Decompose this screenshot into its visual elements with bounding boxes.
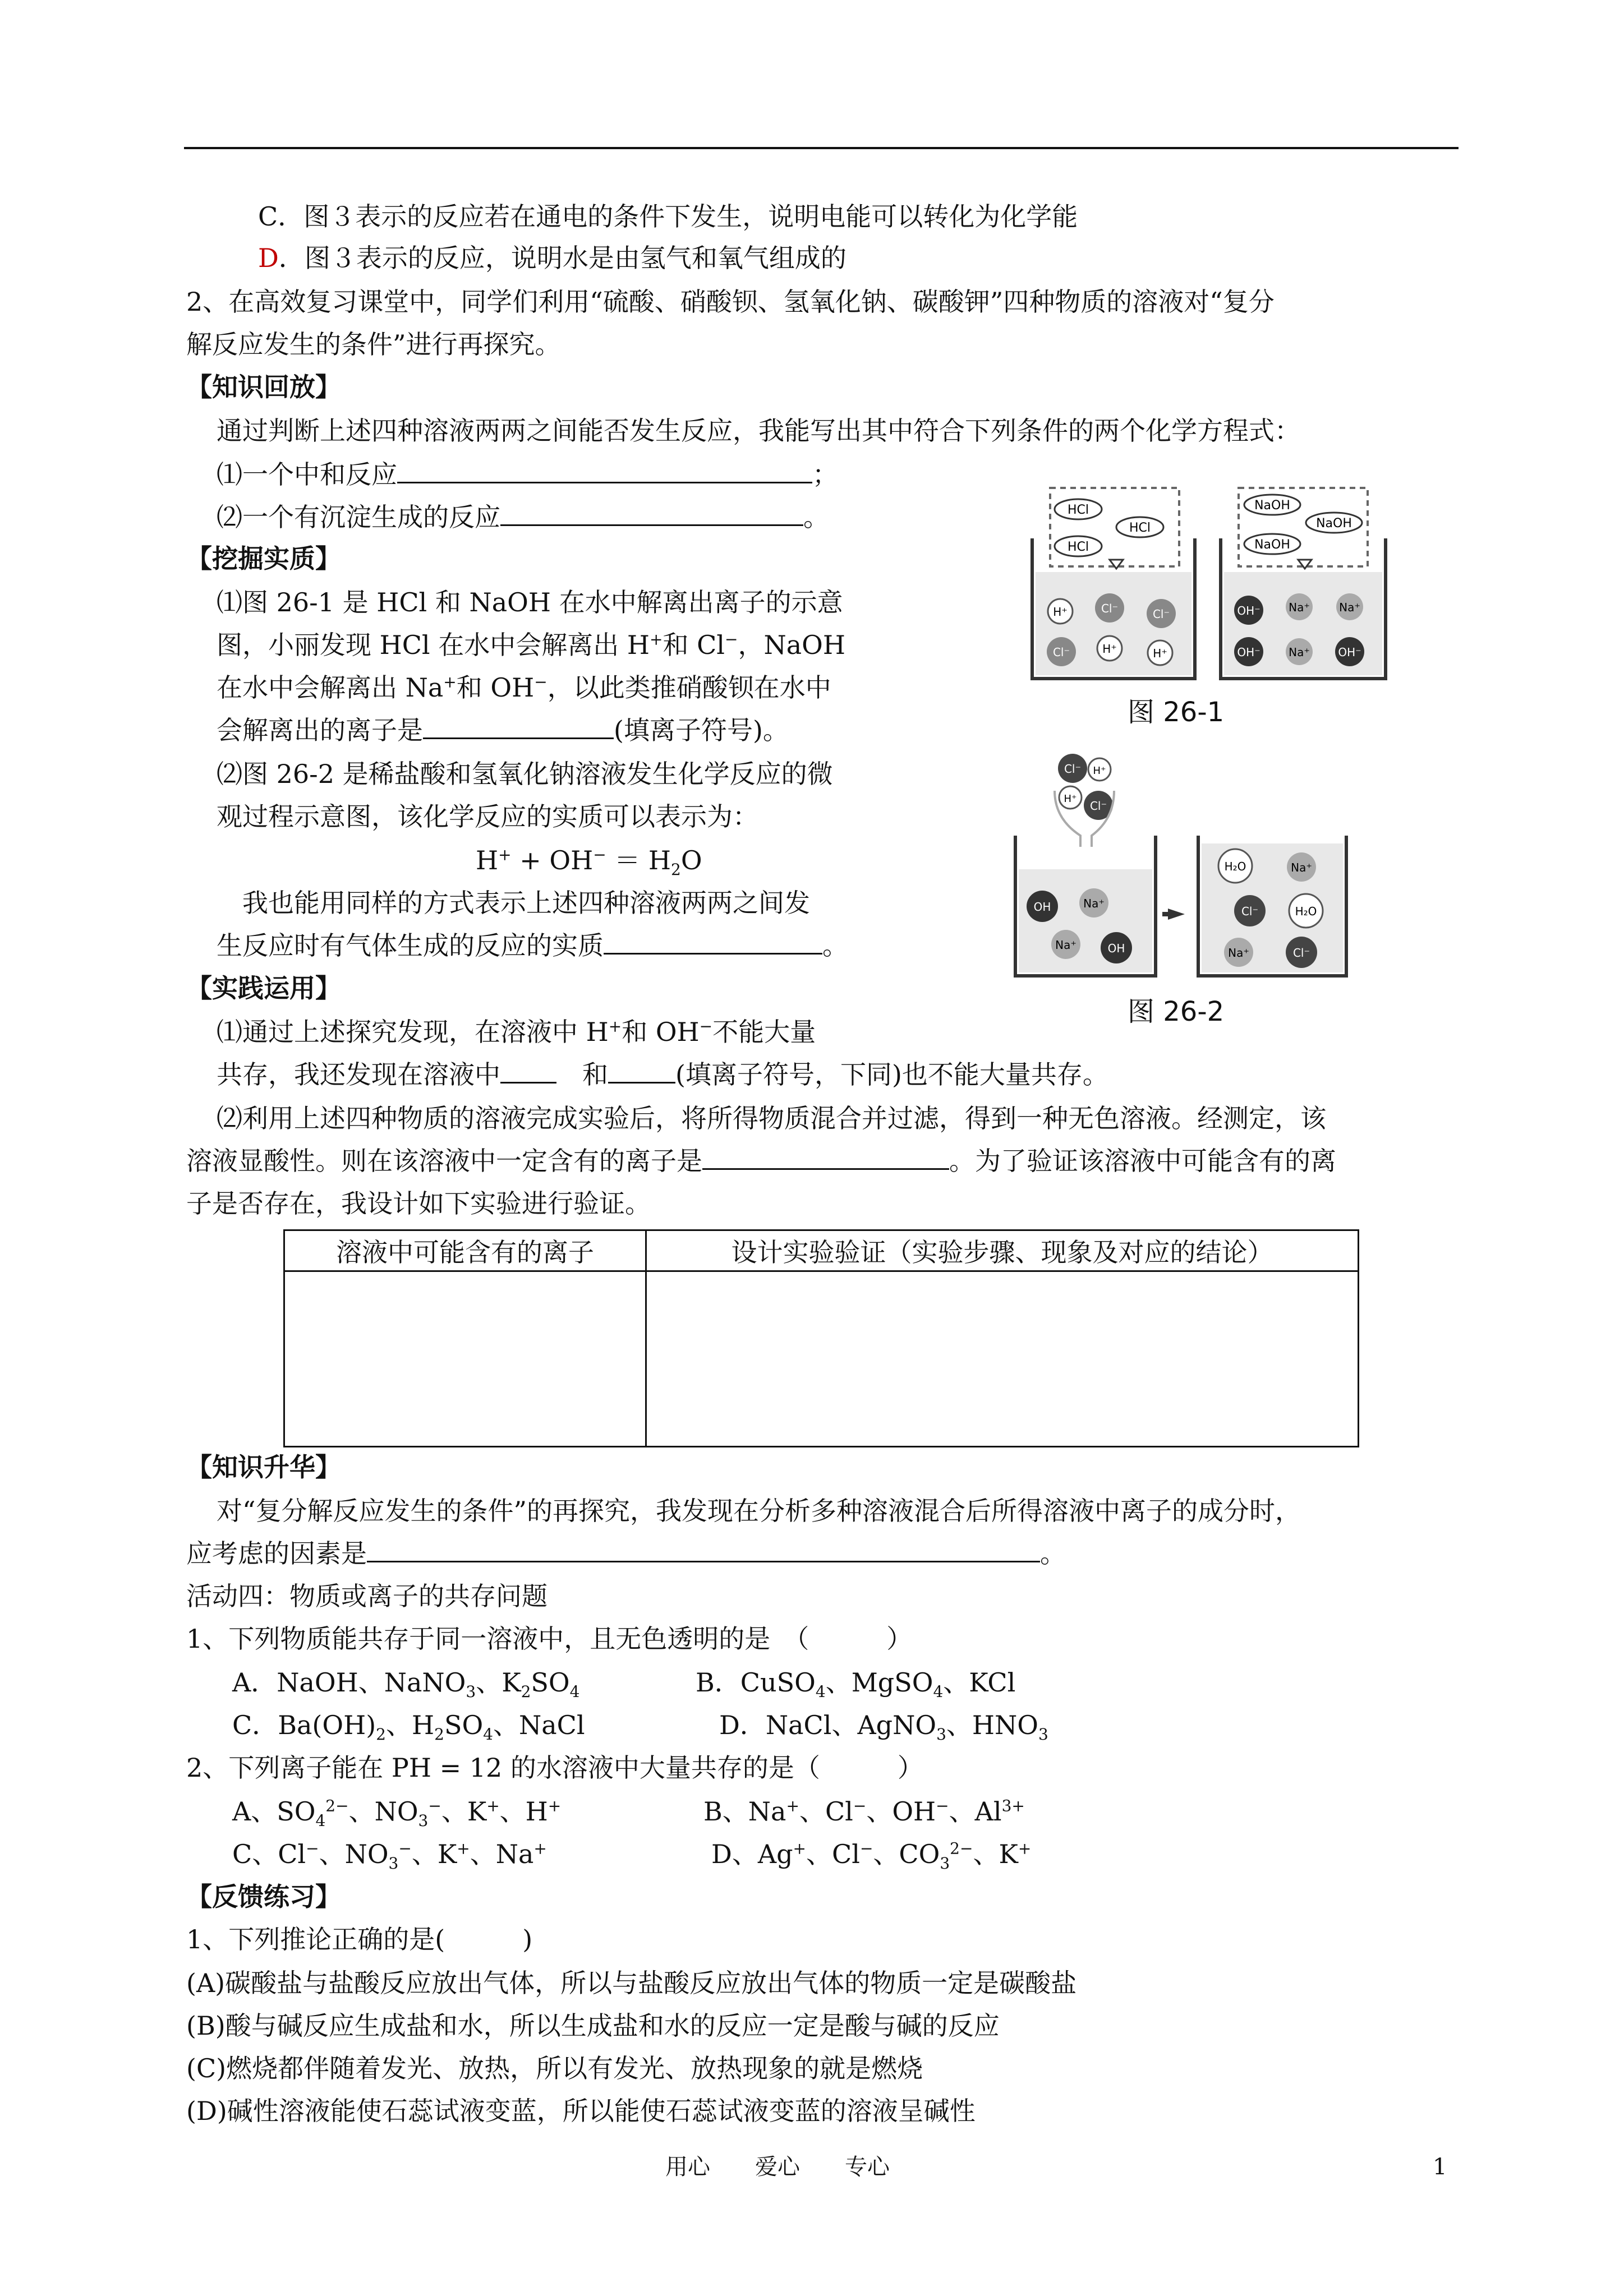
ion-cl: Cl⁻ bbox=[1101, 602, 1119, 615]
q1c-2: 、H bbox=[385, 1710, 435, 1740]
hcl-label: HCl bbox=[1129, 521, 1151, 535]
practice-2-a: 共存，我还发现在溶液中 bbox=[217, 1059, 500, 1090]
review-text: 通过判断上述四种溶液两两之间能否发生反应，我能写出其中符合下列条件的两个化学方程式： bbox=[217, 416, 1300, 446]
dig-line-9-a: 生反应时有气体生成的反应的实质 bbox=[217, 930, 604, 961]
activity-q1-option-b bbox=[696, 1666, 1016, 1702]
review-item-1-label: ⑴一个中和反应 bbox=[217, 459, 397, 490]
answer-blank-ion-1[interactable] bbox=[500, 1059, 556, 1084]
ion-na: Na⁺ bbox=[1339, 601, 1360, 614]
dig-line-6: 观过程示意图，该化学反应的实质可以表示为： bbox=[217, 801, 758, 832]
page-number: 1 bbox=[1433, 2154, 1447, 2180]
dig-line-4-b: (填离子符号)。 bbox=[614, 715, 789, 745]
activity-q2-option-d bbox=[711, 1837, 1031, 1871]
review-item-1-end: ； bbox=[812, 459, 838, 490]
ion-cl: Cl⁻ bbox=[1241, 905, 1259, 918]
sub-three: 3 bbox=[936, 1725, 946, 1744]
heading-feedback: 【反馈练习】 bbox=[186, 1882, 341, 1912]
dig-line-9-b: 。 bbox=[822, 930, 848, 961]
option-d-text: ．图３表示的反应，说明水是由氢气和氧气组成的 bbox=[278, 243, 846, 273]
option-c: C．图３表示的反应若在通电的条件下发生，说明电能可以转化为化学能 bbox=[258, 201, 1078, 232]
eq-o: O bbox=[680, 845, 702, 875]
activity-q2-option-c bbox=[232, 1837, 547, 1871]
q2b-2: 、Cl bbox=[799, 1796, 853, 1827]
question-2-line1: 2、在高效复习课堂中，同学们利用“硫酸、硝酸钡、氢氧化钠、碳酸钾”四种物质的溶液对“复分 bbox=[186, 287, 1275, 317]
sub-two: 2 bbox=[521, 1682, 531, 1702]
answer-blank-factors[interactable] bbox=[367, 1538, 1040, 1562]
review-item-2-label: ⑵一个有沉淀生成的反应 bbox=[217, 502, 500, 532]
q2d-4: 、K bbox=[973, 1839, 1018, 1869]
sub-four: 4 bbox=[315, 1811, 326, 1831]
dig-line-3 bbox=[217, 671, 831, 704]
sup-plus: + bbox=[1018, 1839, 1032, 1858]
ion-oh: OH⁻ bbox=[1237, 604, 1260, 617]
answer-blank-barium-nitrate-ions[interactable] bbox=[423, 715, 614, 739]
q2b-3: 、OH bbox=[866, 1796, 936, 1827]
sup-minus: − bbox=[725, 630, 738, 649]
footer-motto: 用心 爱心 专心 bbox=[665, 2154, 890, 2180]
q2d-1: D、Ag bbox=[711, 1839, 793, 1869]
sup-minus: − bbox=[859, 1839, 873, 1858]
sup-plus: + bbox=[533, 1839, 547, 1858]
practice-line-1 bbox=[217, 1015, 816, 1049]
activity-q2-option-b bbox=[703, 1795, 1025, 1828]
figure-26-1-caption: 图 26-1 bbox=[1128, 697, 1225, 728]
sup-minus: − bbox=[853, 1796, 867, 1815]
option-d bbox=[258, 241, 846, 275]
table-header-design: 设计实验验证（实验步骤、现象及对应的结论） bbox=[646, 1230, 1359, 1271]
naoh-label: NaOH bbox=[1316, 517, 1352, 531]
q1b-2: 、MgSO bbox=[825, 1667, 933, 1698]
sup-plus: + bbox=[650, 630, 663, 649]
sup-minus: − bbox=[534, 672, 548, 691]
activity-q1-option-a bbox=[232, 1666, 580, 1702]
table-header-ions: 溶液中可能含有的离子 bbox=[284, 1230, 646, 1271]
sup-plus: + bbox=[457, 1839, 470, 1858]
q1c-3: SO bbox=[444, 1710, 484, 1740]
dig-line-2-b: 和 Cl bbox=[663, 630, 725, 660]
figure-26-2 bbox=[1010, 751, 1358, 987]
sup-two-minus: 2− bbox=[950, 1839, 973, 1858]
ion-oh: OH⁻ bbox=[1338, 646, 1361, 659]
dig-line-3-c: ，以此类推硝酸钡在水中 bbox=[547, 672, 831, 703]
ion-na: Na⁺ bbox=[1228, 946, 1249, 960]
sub-three: 3 bbox=[1038, 1725, 1048, 1744]
dig-line-3-b: 和 OH bbox=[456, 672, 535, 703]
activity-q1: 1、下列物质能共存于同一溶液中，且无色透明的是 （ ） bbox=[186, 1624, 913, 1654]
q2a-2: 、NO bbox=[348, 1796, 418, 1827]
sup-minus: − bbox=[398, 1839, 412, 1858]
q1a-1: A．NaOH、NaNO bbox=[232, 1667, 466, 1698]
practice-line-5: 子是否存在，我设计如下实验进行验证。 bbox=[186, 1188, 651, 1219]
practice-line-4 bbox=[186, 1144, 1336, 1178]
q1d-1: D．NaCl、AgNO bbox=[719, 1710, 937, 1740]
ion-h: H⁺ bbox=[1053, 605, 1068, 619]
sup-minus: − bbox=[699, 1017, 713, 1036]
activity-q1-option-c bbox=[232, 1708, 585, 1742]
hcl-label: HCl bbox=[1067, 540, 1089, 554]
ion-h: H⁺ bbox=[1102, 642, 1117, 656]
dig-line-9 bbox=[217, 929, 848, 962]
sup-three-plus: 3+ bbox=[1001, 1796, 1025, 1815]
practice-4-a: 溶液显酸性。则在该溶液中一定含有的离子是 bbox=[186, 1146, 702, 1176]
sub-two: 2 bbox=[376, 1725, 386, 1744]
ion-cl: Cl⁻ bbox=[1152, 607, 1170, 621]
upgrade-2-a: 应考虑的因素是 bbox=[186, 1538, 367, 1569]
upgrade-line-1: 对“复分解反应发生的条件”的再探究，我发现在分析多种溶液混合后所得溶液中离子的成分时， bbox=[217, 1496, 1301, 1526]
q2d-2: 、Cl bbox=[806, 1839, 860, 1869]
activity-q2-option-a bbox=[232, 1795, 562, 1831]
q1b-3: 、KCl bbox=[943, 1667, 1016, 1698]
dig-line-1: ⑴图 26-1 是 HCl 和 NaOH 在水中解离出离子的示意 bbox=[217, 587, 843, 617]
sup-two-minus: 2− bbox=[325, 1796, 349, 1815]
dig-line-4 bbox=[217, 713, 789, 747]
ion-h: H⁺ bbox=[1093, 765, 1106, 777]
feedback-option-d: (D)碱性溶液能使石蕊试液变蓝，所以能使石蕊试液变蓝的溶液呈碱性 bbox=[186, 2096, 976, 2126]
feedback-option-c: (C)燃烧都伴随着发光、放热，所以有发光、放热现象的就是燃烧 bbox=[186, 2053, 923, 2083]
ion-cl: Cl⁻ bbox=[1292, 946, 1310, 960]
sup-plus: + bbox=[608, 1017, 622, 1036]
option-d-letter: D bbox=[258, 243, 279, 273]
q1a-2: 、K bbox=[476, 1667, 521, 1698]
ion-h: H⁺ bbox=[1153, 647, 1167, 660]
sup-plus: + bbox=[793, 1839, 807, 1858]
sup-plus: + bbox=[548, 1796, 562, 1815]
q1a-3: SO bbox=[531, 1667, 570, 1698]
dig-line-5: ⑵图 26-2 是稀盐酸和氢氧化钠溶液发生化学反应的微 bbox=[217, 759, 833, 789]
dig-line-4-a: 会解离出的离子是 bbox=[217, 715, 423, 745]
answer-blank-precipitate[interactable] bbox=[500, 502, 803, 526]
activity-q2: 2、下列离子能在 PH = 12 的水溶液中大量共存的是（ ） bbox=[186, 1753, 923, 1783]
sup-plus: + bbox=[498, 845, 512, 864]
naoh-label: NaOH bbox=[1254, 538, 1290, 552]
sub-two: 2 bbox=[434, 1725, 444, 1744]
sup-minus: − bbox=[428, 1796, 441, 1815]
answer-blank-ion-2[interactable] bbox=[608, 1059, 675, 1084]
heading-upgrade: 【知识升华】 bbox=[186, 1452, 341, 1482]
answer-blank-neutralization[interactable] bbox=[397, 459, 812, 483]
answer-blank-definite-ions[interactable] bbox=[702, 1146, 949, 1170]
sup-minus: − bbox=[306, 1839, 319, 1858]
practice-1-b: 和 OH bbox=[622, 1017, 700, 1047]
figure-26-1 bbox=[1027, 482, 1397, 684]
molecule-h2o: H₂O bbox=[1224, 860, 1246, 873]
sup-minus: − bbox=[936, 1796, 949, 1815]
ion-cl: Cl⁻ bbox=[1089, 799, 1107, 813]
sub-two: 2 bbox=[671, 860, 681, 879]
q2d-3: 、CO bbox=[873, 1839, 940, 1869]
sub-three: 3 bbox=[418, 1811, 429, 1831]
ionic-equation bbox=[476, 843, 702, 877]
molecule-h2o: H₂O bbox=[1295, 905, 1317, 918]
heading-review: 【知识回放】 bbox=[186, 372, 341, 402]
activity-q1-option-d bbox=[719, 1708, 1048, 1742]
practice-line-2 bbox=[217, 1058, 1108, 1091]
q2b-1: B、Na bbox=[703, 1796, 786, 1827]
ion-na: Na⁺ bbox=[1289, 601, 1310, 614]
q2c-1: C、Cl bbox=[232, 1839, 306, 1869]
ion-oh: OH⁻ bbox=[1237, 646, 1260, 659]
q2c-3: 、K bbox=[411, 1839, 457, 1869]
sup-minus: − bbox=[593, 845, 606, 864]
sub-four: 4 bbox=[483, 1725, 493, 1744]
question-2-line2: 解反应发生的条件”进行再探究。 bbox=[186, 329, 561, 359]
ion-na: Na⁺ bbox=[1083, 897, 1105, 910]
table-cell-design[interactable] bbox=[646, 1271, 1359, 1447]
figure-26-2-caption: 图 26-2 bbox=[1128, 996, 1225, 1027]
header-rule bbox=[184, 147, 1459, 149]
q2a-1: A、SO bbox=[232, 1796, 316, 1827]
q1b-1: B．CuSO bbox=[696, 1667, 816, 1698]
upgrade-line-2 bbox=[186, 1537, 1066, 1570]
activity-4-title: 活动四：物质或离子的共存问题 bbox=[186, 1581, 548, 1611]
eq-oh: + OH bbox=[511, 845, 594, 875]
ion-oh: OH bbox=[1107, 942, 1125, 955]
sup-plus: + bbox=[486, 1796, 500, 1815]
sub-four: 4 bbox=[569, 1682, 580, 1702]
feedback-option-a: (A)碳酸盐与盐酸反应放出气体，所以与盐酸反应放出气体的物质一定是碳酸盐 bbox=[186, 1968, 1077, 1998]
reaction-arrow bbox=[1168, 909, 1185, 920]
practice-2-c: (填离子符号，下同)也不能大量共存。 bbox=[675, 1059, 1108, 1090]
naoh-label: NaOH bbox=[1254, 499, 1290, 513]
ion-na: Na⁺ bbox=[1055, 938, 1076, 952]
review-item-1 bbox=[217, 458, 838, 491]
dig-line-2-a: 图，小丽发现 HCl 在水中会解离出 H bbox=[217, 630, 650, 660]
practice-4-b: 。为了验证该溶液中可能含有的离 bbox=[949, 1146, 1336, 1176]
dig-line-2-c: ，NaOH bbox=[738, 630, 845, 660]
heading-dig: 【挖掘实质】 bbox=[186, 543, 341, 574]
ion-h: H⁺ bbox=[1064, 793, 1077, 805]
q2b-4: 、Al bbox=[949, 1796, 1002, 1827]
ion-cl: Cl⁻ bbox=[1052, 646, 1070, 659]
ion-na: Na⁺ bbox=[1291, 861, 1312, 874]
q1c-4: 、NaCl bbox=[493, 1710, 585, 1740]
sub-four: 4 bbox=[933, 1682, 944, 1702]
dig-line-2 bbox=[217, 628, 845, 662]
ion-cl: Cl⁻ bbox=[1064, 762, 1082, 776]
practice-1-c: 不能大量 bbox=[712, 1017, 816, 1047]
review-item-2 bbox=[217, 500, 829, 534]
review-item-2-end: 。 bbox=[803, 502, 829, 532]
practice-line-3: ⑵利用上述四种物质的溶液完成实验后，将所得物质混合并过滤，得到一种无色溶液。经测定，该 bbox=[217, 1103, 1326, 1133]
ion-oh: OH bbox=[1033, 900, 1051, 914]
experiment-table bbox=[283, 1229, 1359, 1447]
dig-line-8: 我也能用同样的方式表示上述四种溶液两两之间发 bbox=[242, 888, 810, 918]
dig-line-3-a: 在水中会解离出 Na bbox=[217, 672, 444, 703]
q2c-4: 、Na bbox=[470, 1839, 534, 1869]
sub-three: 3 bbox=[388, 1854, 399, 1873]
q2a-4: 、H bbox=[499, 1796, 548, 1827]
sup-plus: + bbox=[786, 1796, 799, 1815]
sub-four: 4 bbox=[815, 1682, 826, 1702]
q1c-1: C．Ba(OH) bbox=[232, 1710, 376, 1740]
q2c-2: 、NO bbox=[319, 1839, 389, 1869]
heading-practice: 【实践运用】 bbox=[186, 973, 341, 1003]
eq-h: H bbox=[476, 845, 499, 875]
upgrade-2-b: 。 bbox=[1040, 1538, 1066, 1569]
sub-three: 3 bbox=[940, 1854, 950, 1873]
practice-1-a: ⑴通过上述探究发现，在溶液中 H bbox=[217, 1017, 609, 1047]
hcl-label: HCl bbox=[1067, 503, 1089, 517]
eq-h2: ＝ H bbox=[606, 845, 671, 875]
sup-plus: + bbox=[443, 672, 457, 691]
answer-blank-gas-essence[interactable] bbox=[604, 930, 822, 955]
q1d-2: 、HNO bbox=[946, 1710, 1038, 1740]
ion-na: Na⁺ bbox=[1289, 646, 1310, 659]
practice-2-b: 和 bbox=[582, 1059, 608, 1090]
sub-three: 3 bbox=[466, 1682, 476, 1702]
feedback-option-b: (B)酸与碱反应生成盐和水，所以生成盐和水的反应一定是酸与碱的反应 bbox=[186, 2011, 1000, 2041]
feedback-q1: 1、下列推论正确的是( ) bbox=[186, 1924, 533, 1954]
q2a-3: 、K bbox=[441, 1796, 487, 1827]
table-cell-ions[interactable] bbox=[284, 1271, 646, 1447]
